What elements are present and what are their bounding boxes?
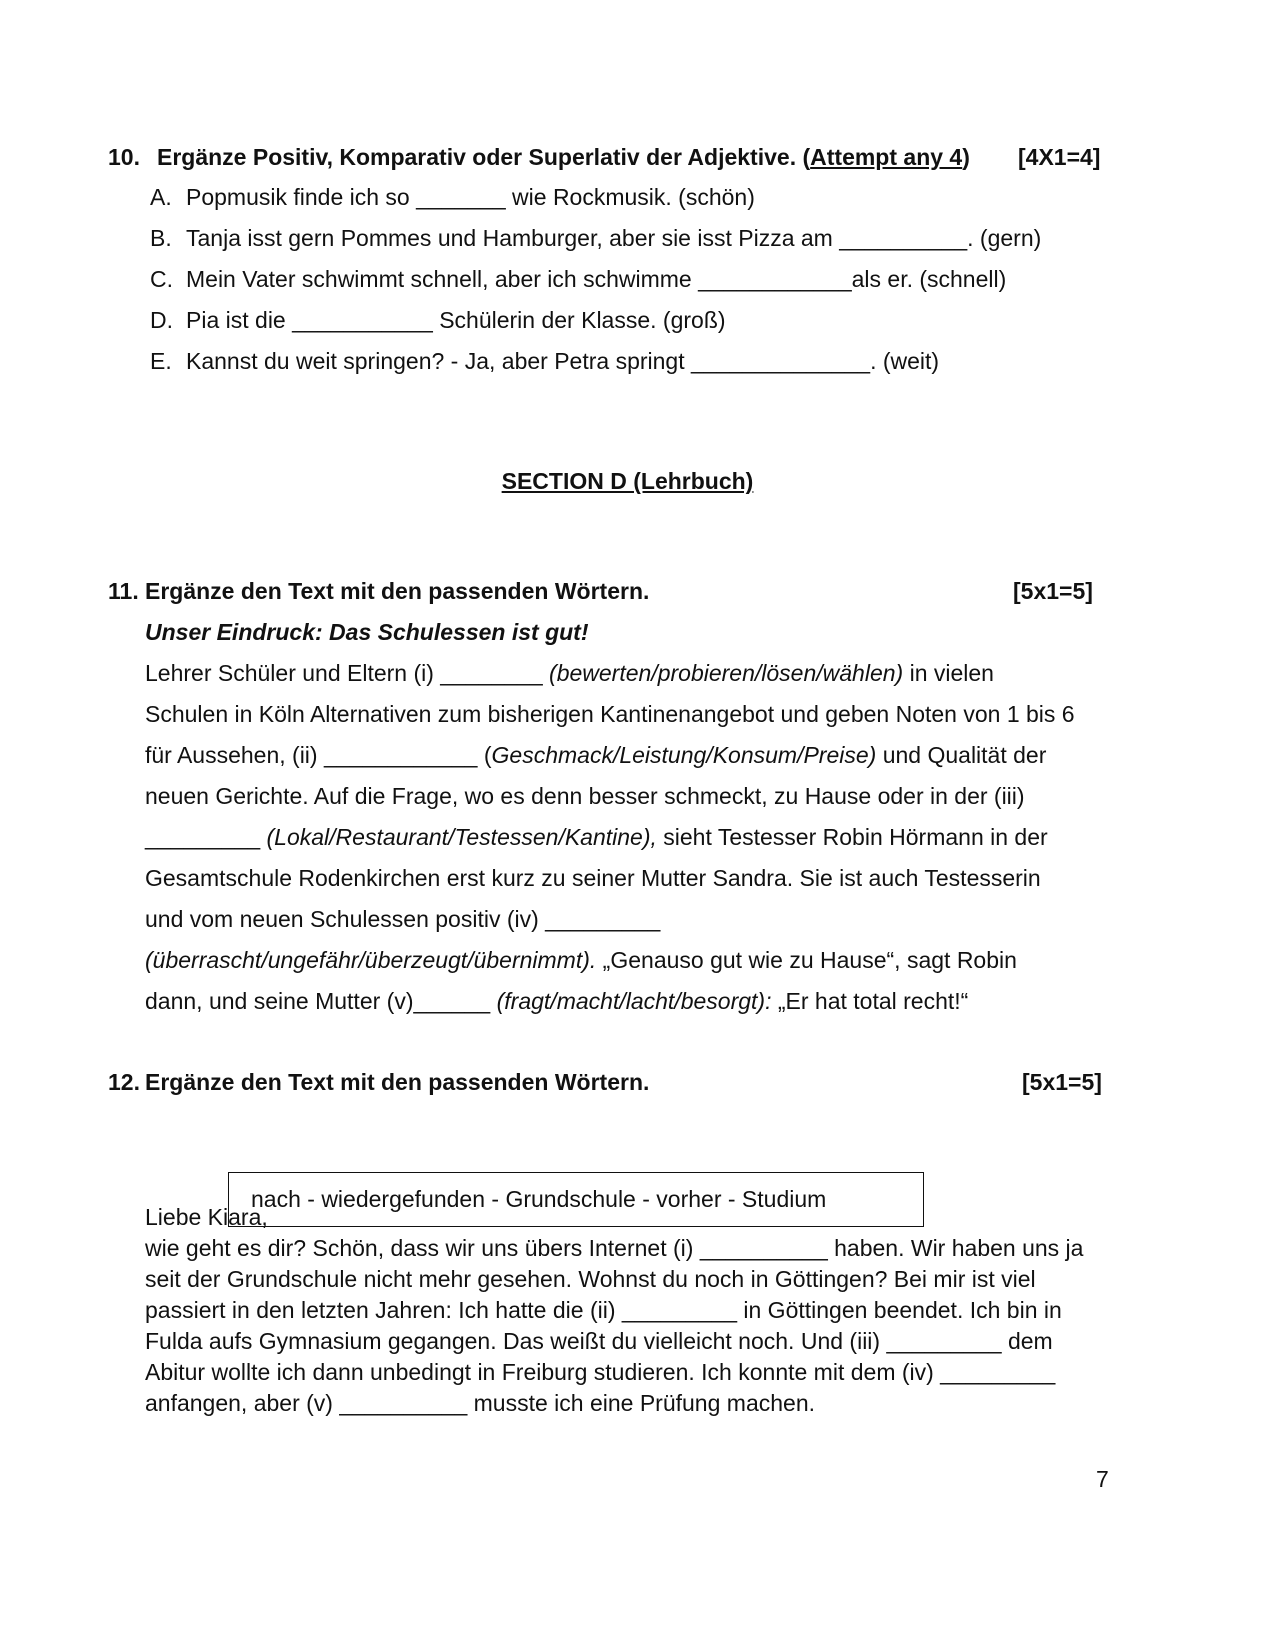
q11-line	[145, 823, 1048, 851]
q12-number: 12.	[108, 1069, 140, 1095]
q11-line: Gesamtschule Rodenkirchen erst kurz zu seiner Mutter Sandra. Sie ist auch Testesserin	[145, 865, 1041, 891]
q10-item-letter: C.	[150, 266, 173, 292]
q11-text: _________	[145, 824, 267, 850]
q10-title	[157, 143, 970, 171]
q10-item-text: Pia ist die ___________ Schülerin der Klasse. (groß)	[186, 307, 726, 333]
q11-text: Lehrer Schüler und Eltern (i) ________	[145, 660, 550, 686]
q10-number: 10.	[108, 144, 140, 170]
q11-number: 11.	[108, 578, 139, 604]
q12-title: Ergänze den Text mit den passenden Wörtern.	[145, 1069, 650, 1095]
letter-line: anfangen, aber (v) __________ musste ich eine Prüfung machen.	[145, 1390, 815, 1416]
q11-options: (überrascht/ungefähr/überzeugt/übernimmt).	[145, 947, 597, 973]
q11-text: „Er hat total recht!“	[771, 988, 969, 1014]
q11-subtitle: Unser Eindruck: Das Schulessen ist gut!	[145, 619, 589, 645]
section-heading: SECTION D (Lehrbuch)	[501, 468, 754, 494]
q12-marks: [5x1=5]	[1022, 1069, 1102, 1095]
q10-item-text: Tanja isst gern Pommes und Hamburger, aber sie isst Pizza am __________. (gern)	[186, 225, 1042, 251]
letter-line: Fulda aufs Gymnasium gegangen. Das weißt du vielleicht noch. Und (iii) _________ dem	[145, 1328, 1053, 1354]
q10-item-text: Popmusik finde ich so _______ wie Rockmusik. (schön)	[186, 184, 755, 210]
q11-text: dann, und seine Mutter (v)______	[145, 988, 497, 1014]
q10-item-letter: D.	[150, 307, 173, 333]
q11-options: (fragt/macht/lacht/besorgt):	[496, 988, 772, 1014]
q10-item-letter: B.	[150, 225, 172, 251]
word-box-text: nach - wiedergefunden - Grundschule - vorher - Studium	[251, 1186, 827, 1212]
q11-line: Schulen in Köln Alternativen zum bisherigen Kantinenangebot und geben Noten von 1 bis 6	[145, 701, 1075, 727]
q11-text: für Aussehen, (ii) ____________ (	[145, 742, 492, 768]
q11-marks: [5x1=5]	[1013, 578, 1093, 604]
q11-line	[145, 946, 1017, 974]
letter-line: passiert in den letzten Jahren: Ich hatte die (ii) _________ in Göttingen beendet. Ich bin in	[145, 1297, 1062, 1323]
q11-text: in vielen	[903, 660, 994, 686]
q11-text: und Qualität der	[876, 742, 1047, 768]
q11-options: (bewerten/probieren/lösen/wählen)	[549, 660, 904, 686]
q11-options: Geschmack/Leistung/Konsum/Preise)	[491, 742, 877, 768]
q10-marks: [4X1=4]	[1018, 144, 1101, 170]
q11-line: und vom neuen Schulessen positiv (iv) _________	[145, 906, 661, 932]
q10-heading	[108, 143, 970, 171]
letter-line: Abitur wollte ich dann unbedingt in Freiburg studieren. Ich konnte mit dem (iv) _________	[145, 1359, 1056, 1385]
q11-line	[145, 741, 1046, 769]
q10-item-text: Kannst du weit springen? - Ja, aber Petra springt ______________. (weit)	[186, 348, 940, 374]
q11-line	[145, 987, 968, 1015]
q10-item-text: Mein Vater schwimmt schnell, aber ich schwimme ____________als er. (schnell)	[186, 266, 1007, 292]
q11-line: neuen Gerichte. Auf die Frage, wo es denn besser schmeckt, zu Hause oder in der (iii)	[145, 783, 1025, 809]
q11-text: sieht Testesser Robin Hörmann in der	[656, 824, 1048, 850]
letter-line: wie geht es dir? Schön, dass wir uns übers Internet (i) __________ haben. Wir haben uns ja	[145, 1235, 1084, 1261]
q11-title: Ergänze den Text mit den passenden Wörtern.	[145, 578, 650, 604]
word-box	[228, 1172, 924, 1227]
q11-options: (Lokal/Restaurant/Testessen/Kantine),	[266, 824, 657, 850]
q10-item-letter: E.	[150, 348, 172, 374]
q10-title-close: )	[962, 144, 970, 170]
q11-line	[145, 659, 994, 687]
q10-item-letter: A.	[150, 184, 172, 210]
q11-text: „Genauso gut wie zu Hause“, sagt Robin	[596, 947, 1017, 973]
q10-attempt: Attempt any 4	[810, 144, 963, 170]
letter-greeting: Liebe Kiara,	[145, 1204, 268, 1230]
page-number: 7	[1096, 1466, 1109, 1492]
q10-title-text: Ergänze Positiv, Komparativ oder Superlativ der Adjektive. (	[157, 144, 811, 170]
letter-line: seit der Grundschule nicht mehr gesehen. Wohnst du noch in Göttingen? Bei mir ist viel	[145, 1266, 1036, 1292]
